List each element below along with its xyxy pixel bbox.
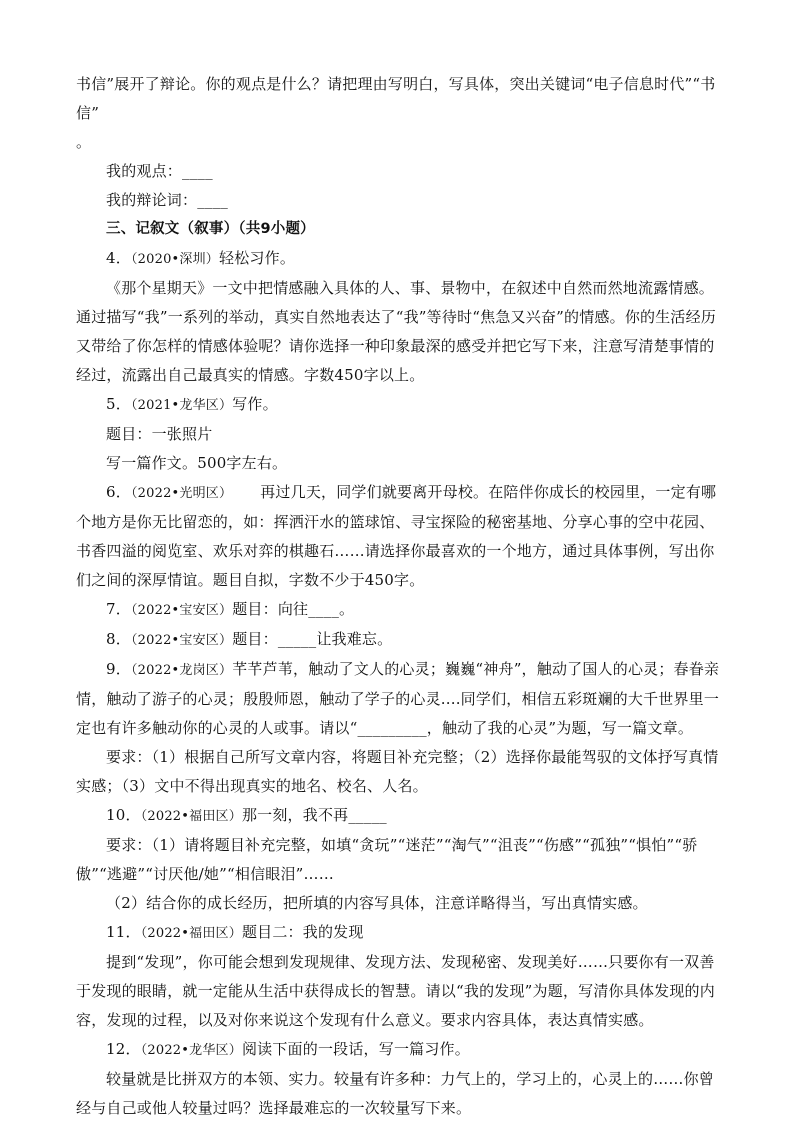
question-text: 轻松习作。 <box>219 249 296 267</box>
question-9-requirements: 要求：（1）根据自己所写文章内容，将题目补充完整；（2）选择你最能驾驭的文体抒写真情实感；（3）文中不得出现真实的地名、校名、人名。 <box>76 748 719 795</box>
question-source: （2022•宝安区） <box>130 603 233 618</box>
question-text: 写作。 <box>232 395 278 413</box>
question-number: 12． <box>106 1040 141 1058</box>
question-5-requirement: 写一篇作文。500字左右。 <box>106 454 288 472</box>
question-text: 芊芊芦苇，触动了文人的心灵；巍巍“神舟”，触动了国人的心灵；春眷亲情，触动了游子的心灵；殷殷师恩，触动了学子的心灵....同学们，相信五彩斑斓的大千世界里一定也有许多触动你的心灵的人或事。请以“_________，触动了我的心灵”为题，写一篇文章。 <box>76 660 720 737</box>
question-10 <box>76 801 724 831</box>
question-source: （2022•龙华区） <box>140 1043 242 1058</box>
document-body <box>76 70 724 1123</box>
question-12-body: 较量就是比拼双方的本领、实力。较量有许多种：力气上的，学习上的，心灵上的……你曾经与自己或他人较量过吗？选择最难忘的一次较量写下来。 <box>76 1070 715 1117</box>
question-5-title: 题目：一张照片 <box>106 425 213 443</box>
question-text: 题目二：我的发现 <box>241 923 364 941</box>
question-10-requirement-1: 要求：（1）请将题目补充完整，如填“贪玩”“迷茫”“淘气”“沮丧”“伤感”“孤独”“惧怕”“骄傲”“逃避”“讨厌他/她”“相信眼泪”…… <box>76 836 698 883</box>
question-source: （2022•宝安区） <box>130 633 233 648</box>
question-source: （2022•光明区） <box>130 486 233 501</box>
question-number: 10． <box>106 806 141 824</box>
my-debate-line: 我的辩论词：____ <box>106 191 229 209</box>
question-text: 那一刻，我不再_____ <box>241 806 387 824</box>
question-11-body: 提到“发现”，你可能会想到发现规律、发现方法、发现秘密、发现美好……只要你有一双善于发现的眼睛，就一定能从生活中获得成长的智慧。请以“我的发现”为题，写清你具体发现的内容，发现的过程，以及对你来说这个发现有什么意义。要求内容具体，表达真情实感。 <box>76 953 715 1029</box>
question-4 <box>76 244 724 274</box>
question-text: 题目：向往____。 <box>232 600 355 618</box>
question-number: 4． <box>106 249 131 267</box>
question-source: （2022•福田区） <box>140 926 242 941</box>
question-9 <box>76 655 724 743</box>
paragraph-period: 。 <box>76 133 92 151</box>
question-number: 5． <box>106 395 131 413</box>
question-source: （2022•龙岗区） <box>130 663 233 678</box>
question-12 <box>76 1035 724 1065</box>
question-8 <box>76 625 724 655</box>
question-text: 再过几天，同学们就要离开母校。在陪伴你成长的校园里，一定有哪个地方是你无比留恋的，如：挥洒汗水的篮球馆、寻宝探险的秘密基地、分享心事的空中花园、书香四溢的阅览室、欢乐对弈的棋趣石……请选择你最喜欢的一个地方，通过具体事例，写出你们之间的深厚情谊。题目自拟，字数不少于450字。 <box>76 483 717 589</box>
question-10-requirement-2: （2）结合你的成长经历，把所填的内容写具体，注意详略得当，写出真情实感。 <box>106 894 648 912</box>
question-7 <box>76 595 724 625</box>
question-number: 6． <box>106 483 131 501</box>
question-number: 7． <box>106 600 131 618</box>
paragraph-debate-prompt: 书信”展开了辩论。你的观点是什么？请把理由写明白，写具体，突出关键词“电子信息时代”“书信” <box>76 75 716 122</box>
question-number: 8． <box>106 630 131 648</box>
question-6 <box>76 478 724 595</box>
my-viewpoint-line: 我的观点：____ <box>106 162 213 180</box>
section-heading-narrative: 三、记叙文（叙事）（共9小题） <box>106 221 315 237</box>
question-source: （2022•福田区） <box>140 809 242 824</box>
question-4-body: 《那个星期天》一文中把情感融入具体的人、事、景物中，在叙述中自然而然地流露情感。通过描写“我”一系列的举动，真实自然地表达了“我”等待时“焦急又兴奋”的情感。你的生活经历又带给了你怎样的情感体验呢？请你选择一种印象最深的感受并把它写下来，注意写清楚事情的经过，流露出自己最真实的情感。字数450字以上。 <box>76 279 717 384</box>
question-source: （2020•深圳） <box>130 252 220 267</box>
question-source: （2021•龙华区） <box>130 398 233 413</box>
question-11 <box>76 918 724 948</box>
question-text: 题目：_____让我难忘。 <box>232 630 393 648</box>
question-text: 阅读下面的一段话，写一篇习作。 <box>241 1040 470 1058</box>
question-number: 9． <box>106 660 131 678</box>
question-5 <box>76 390 724 420</box>
question-number: 11． <box>106 923 141 941</box>
